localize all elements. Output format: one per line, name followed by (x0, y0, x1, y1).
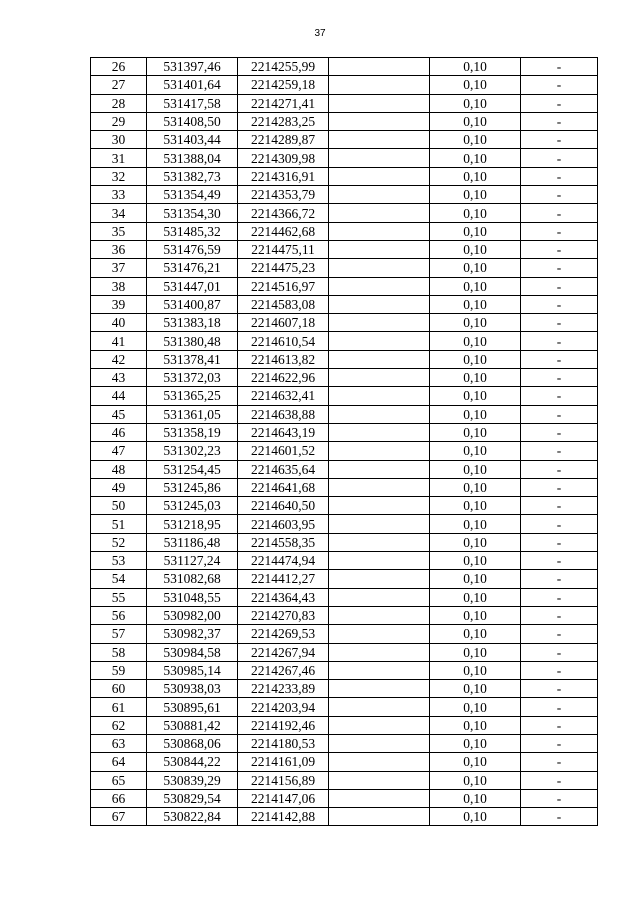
point-number-cell: 48 (91, 460, 147, 478)
accuracy-cell: 0,10 (430, 186, 521, 204)
dash-cell: - (521, 771, 598, 789)
empty-cell (329, 552, 430, 570)
x-coordinate-cell: 531354,30 (147, 204, 238, 222)
accuracy-cell: 0,10 (430, 369, 521, 387)
table-row (91, 789, 598, 807)
point-number-cell: 26 (91, 58, 147, 76)
accuracy-cell: 0,10 (430, 204, 521, 222)
dash-cell: - (521, 204, 598, 222)
x-coordinate-cell: 531417,58 (147, 94, 238, 112)
x-coordinate-cell: 531218,95 (147, 515, 238, 533)
accuracy-cell: 0,10 (430, 588, 521, 606)
table-row (91, 478, 598, 496)
y-coordinate-cell: 2214289,87 (238, 131, 329, 149)
table-row (91, 259, 598, 277)
x-coordinate-cell: 531127,24 (147, 552, 238, 570)
coordinates-table (90, 57, 598, 826)
empty-cell (329, 94, 430, 112)
y-coordinate-cell: 2214475,23 (238, 259, 329, 277)
accuracy-cell: 0,10 (430, 552, 521, 570)
table-row (91, 149, 598, 167)
x-coordinate-cell: 530984,58 (147, 643, 238, 661)
y-coordinate-cell: 2214607,18 (238, 314, 329, 332)
accuracy-cell: 0,10 (430, 771, 521, 789)
accuracy-cell: 0,10 (430, 240, 521, 258)
point-number-cell: 57 (91, 625, 147, 643)
point-number-cell: 27 (91, 76, 147, 94)
accuracy-cell: 0,10 (430, 698, 521, 716)
table-row (91, 387, 598, 405)
y-coordinate-cell: 2214643,19 (238, 423, 329, 441)
point-number-cell: 61 (91, 698, 147, 716)
point-number-cell: 54 (91, 570, 147, 588)
point-number-cell: 43 (91, 369, 147, 387)
accuracy-cell: 0,10 (430, 808, 521, 826)
accuracy-cell: 0,10 (430, 131, 521, 149)
table-row (91, 186, 598, 204)
accuracy-cell: 0,10 (430, 387, 521, 405)
accuracy-cell: 0,10 (430, 112, 521, 130)
point-number-cell: 47 (91, 442, 147, 460)
empty-cell (329, 442, 430, 460)
table-row (91, 112, 598, 130)
x-coordinate-cell: 531302,23 (147, 442, 238, 460)
y-coordinate-cell: 2214233,89 (238, 680, 329, 698)
table-row (91, 442, 598, 460)
y-coordinate-cell: 2214147,06 (238, 789, 329, 807)
dash-cell: - (521, 314, 598, 332)
table-row (91, 58, 598, 76)
point-number-cell: 53 (91, 552, 147, 570)
dash-cell: - (521, 680, 598, 698)
point-number-cell: 42 (91, 350, 147, 368)
dash-cell: - (521, 515, 598, 533)
point-number-cell: 56 (91, 606, 147, 624)
x-coordinate-cell: 530839,29 (147, 771, 238, 789)
dash-cell: - (521, 259, 598, 277)
y-coordinate-cell: 2214613,82 (238, 350, 329, 368)
dash-cell: - (521, 112, 598, 130)
point-number-cell: 35 (91, 222, 147, 240)
table-row (91, 497, 598, 515)
empty-cell (329, 149, 430, 167)
accuracy-cell: 0,10 (430, 76, 521, 94)
y-coordinate-cell: 2214603,95 (238, 515, 329, 533)
accuracy-cell: 0,10 (430, 332, 521, 350)
coordinates-table-body (91, 58, 598, 826)
point-number-cell: 62 (91, 716, 147, 734)
empty-cell (329, 497, 430, 515)
table-row (91, 570, 598, 588)
point-number-cell: 49 (91, 478, 147, 496)
table-row (91, 405, 598, 423)
table-row (91, 76, 598, 94)
accuracy-cell: 0,10 (430, 478, 521, 496)
table-row (91, 167, 598, 185)
accuracy-cell: 0,10 (430, 460, 521, 478)
y-coordinate-cell: 2214192,46 (238, 716, 329, 734)
y-coordinate-cell: 2214156,89 (238, 771, 329, 789)
x-coordinate-cell: 531380,48 (147, 332, 238, 350)
point-number-cell: 60 (91, 680, 147, 698)
table-row (91, 314, 598, 332)
y-coordinate-cell: 2214474,94 (238, 552, 329, 570)
empty-cell (329, 240, 430, 258)
y-coordinate-cell: 2214366,72 (238, 204, 329, 222)
empty-cell (329, 588, 430, 606)
empty-cell (329, 478, 430, 496)
empty-cell (329, 222, 430, 240)
y-coordinate-cell: 2214269,53 (238, 625, 329, 643)
accuracy-cell: 0,10 (430, 222, 521, 240)
empty-cell (329, 625, 430, 643)
dash-cell: - (521, 76, 598, 94)
point-number-cell: 37 (91, 259, 147, 277)
accuracy-cell: 0,10 (430, 94, 521, 112)
y-coordinate-cell: 2214640,50 (238, 497, 329, 515)
accuracy-cell: 0,10 (430, 314, 521, 332)
empty-cell (329, 350, 430, 368)
y-coordinate-cell: 2214558,35 (238, 533, 329, 551)
table-row (91, 753, 598, 771)
point-number-cell: 58 (91, 643, 147, 661)
x-coordinate-cell: 531365,25 (147, 387, 238, 405)
point-number-cell: 38 (91, 277, 147, 295)
y-coordinate-cell: 2214271,41 (238, 94, 329, 112)
empty-cell (329, 661, 430, 679)
empty-cell (329, 515, 430, 533)
x-coordinate-cell: 531048,55 (147, 588, 238, 606)
table-row (91, 222, 598, 240)
y-coordinate-cell: 2214364,43 (238, 588, 329, 606)
table-row (91, 661, 598, 679)
empty-cell (329, 131, 430, 149)
table-row (91, 606, 598, 624)
empty-cell (329, 808, 430, 826)
y-coordinate-cell: 2214259,18 (238, 76, 329, 94)
x-coordinate-cell: 531485,32 (147, 222, 238, 240)
empty-cell (329, 716, 430, 734)
dash-cell: - (521, 58, 598, 76)
y-coordinate-cell: 2214632,41 (238, 387, 329, 405)
point-number-cell: 63 (91, 734, 147, 752)
point-number-cell: 34 (91, 204, 147, 222)
y-coordinate-cell: 2214622,96 (238, 369, 329, 387)
accuracy-cell: 0,10 (430, 259, 521, 277)
table-row (91, 680, 598, 698)
x-coordinate-cell: 531245,86 (147, 478, 238, 496)
accuracy-cell: 0,10 (430, 625, 521, 643)
dash-cell: - (521, 186, 598, 204)
x-coordinate-cell: 531372,03 (147, 369, 238, 387)
x-coordinate-cell: 531254,45 (147, 460, 238, 478)
y-coordinate-cell: 2214516,97 (238, 277, 329, 295)
accuracy-cell: 0,10 (430, 167, 521, 185)
x-coordinate-cell: 531245,03 (147, 497, 238, 515)
accuracy-cell: 0,10 (430, 423, 521, 441)
dash-cell: - (521, 295, 598, 313)
dash-cell: - (521, 606, 598, 624)
x-coordinate-cell: 530844,22 (147, 753, 238, 771)
x-coordinate-cell: 531397,46 (147, 58, 238, 76)
empty-cell (329, 112, 430, 130)
dash-cell: - (521, 350, 598, 368)
point-number-cell: 30 (91, 131, 147, 149)
empty-cell (329, 314, 430, 332)
x-coordinate-cell: 530868,06 (147, 734, 238, 752)
y-coordinate-cell: 2214161,09 (238, 753, 329, 771)
empty-cell (329, 58, 430, 76)
x-coordinate-cell: 530822,84 (147, 808, 238, 826)
empty-cell (329, 460, 430, 478)
table-row (91, 533, 598, 551)
accuracy-cell: 0,10 (430, 295, 521, 313)
table-row (91, 698, 598, 716)
table-row (91, 808, 598, 826)
y-coordinate-cell: 2214255,99 (238, 58, 329, 76)
table-row (91, 94, 598, 112)
table-row (91, 332, 598, 350)
empty-cell (329, 295, 430, 313)
x-coordinate-cell: 531476,59 (147, 240, 238, 258)
dash-cell: - (521, 131, 598, 149)
empty-cell (329, 423, 430, 441)
y-coordinate-cell: 2214475,11 (238, 240, 329, 258)
x-coordinate-cell: 531354,49 (147, 186, 238, 204)
accuracy-cell: 0,10 (430, 277, 521, 295)
accuracy-cell: 0,10 (430, 497, 521, 515)
dash-cell: - (521, 533, 598, 551)
point-number-cell: 67 (91, 808, 147, 826)
empty-cell (329, 771, 430, 789)
accuracy-cell: 0,10 (430, 350, 521, 368)
dash-cell: - (521, 94, 598, 112)
table-row (91, 515, 598, 533)
table-row (91, 240, 598, 258)
dash-cell: - (521, 734, 598, 752)
empty-cell (329, 277, 430, 295)
point-number-cell: 32 (91, 167, 147, 185)
x-coordinate-cell: 531388,04 (147, 149, 238, 167)
x-coordinate-cell: 531382,73 (147, 167, 238, 185)
point-number-cell: 55 (91, 588, 147, 606)
x-coordinate-cell: 530829,54 (147, 789, 238, 807)
y-coordinate-cell: 2214267,94 (238, 643, 329, 661)
accuracy-cell: 0,10 (430, 734, 521, 752)
x-coordinate-cell: 531361,05 (147, 405, 238, 423)
x-coordinate-cell: 530895,61 (147, 698, 238, 716)
accuracy-cell: 0,10 (430, 58, 521, 76)
y-coordinate-cell: 2214638,88 (238, 405, 329, 423)
y-coordinate-cell: 2214641,68 (238, 478, 329, 496)
table-row (91, 625, 598, 643)
empty-cell (329, 570, 430, 588)
table-row (91, 716, 598, 734)
dash-cell: - (521, 460, 598, 478)
y-coordinate-cell: 2214309,98 (238, 149, 329, 167)
y-coordinate-cell: 2214267,46 (238, 661, 329, 679)
dash-cell: - (521, 387, 598, 405)
x-coordinate-cell: 530985,14 (147, 661, 238, 679)
point-number-cell: 66 (91, 789, 147, 807)
x-coordinate-cell: 531401,64 (147, 76, 238, 94)
x-coordinate-cell: 530938,03 (147, 680, 238, 698)
accuracy-cell: 0,10 (430, 716, 521, 734)
dash-cell: - (521, 789, 598, 807)
accuracy-cell: 0,10 (430, 515, 521, 533)
y-coordinate-cell: 2214316,91 (238, 167, 329, 185)
y-coordinate-cell: 2214412,27 (238, 570, 329, 588)
dash-cell: - (521, 405, 598, 423)
x-coordinate-cell: 531476,21 (147, 259, 238, 277)
x-coordinate-cell: 530881,42 (147, 716, 238, 734)
y-coordinate-cell: 2214601,52 (238, 442, 329, 460)
empty-cell (329, 734, 430, 752)
y-coordinate-cell: 2214583,08 (238, 295, 329, 313)
accuracy-cell: 0,10 (430, 753, 521, 771)
dash-cell: - (521, 552, 598, 570)
page-number: 37 (314, 28, 326, 39)
dash-cell: - (521, 716, 598, 734)
empty-cell (329, 753, 430, 771)
table-row (91, 460, 598, 478)
point-number-cell: 50 (91, 497, 147, 515)
table-row (91, 204, 598, 222)
point-number-cell: 31 (91, 149, 147, 167)
empty-cell (329, 332, 430, 350)
accuracy-cell: 0,10 (430, 661, 521, 679)
table-row (91, 423, 598, 441)
table-row (91, 643, 598, 661)
empty-cell (329, 204, 430, 222)
empty-cell (329, 259, 430, 277)
empty-cell (329, 643, 430, 661)
dash-cell: - (521, 625, 598, 643)
x-coordinate-cell: 531186,48 (147, 533, 238, 551)
accuracy-cell: 0,10 (430, 789, 521, 807)
point-number-cell: 51 (91, 515, 147, 533)
dash-cell: - (521, 661, 598, 679)
x-coordinate-cell: 530982,37 (147, 625, 238, 643)
y-coordinate-cell: 2214610,54 (238, 332, 329, 350)
table-row (91, 552, 598, 570)
dash-cell: - (521, 478, 598, 496)
dash-cell: - (521, 240, 598, 258)
point-number-cell: 65 (91, 771, 147, 789)
x-coordinate-cell: 531358,19 (147, 423, 238, 441)
table-row (91, 350, 598, 368)
y-coordinate-cell: 2214142,88 (238, 808, 329, 826)
accuracy-cell: 0,10 (430, 149, 521, 167)
empty-cell (329, 387, 430, 405)
point-number-cell: 41 (91, 332, 147, 350)
dash-cell: - (521, 497, 598, 515)
table-row (91, 771, 598, 789)
dash-cell: - (521, 277, 598, 295)
point-number-cell: 28 (91, 94, 147, 112)
table-row (91, 131, 598, 149)
table-row (91, 369, 598, 387)
dash-cell: - (521, 753, 598, 771)
table-row (91, 277, 598, 295)
point-number-cell: 44 (91, 387, 147, 405)
x-coordinate-cell: 531408,50 (147, 112, 238, 130)
y-coordinate-cell: 2214462,68 (238, 222, 329, 240)
y-coordinate-cell: 2214353,79 (238, 186, 329, 204)
x-coordinate-cell: 531400,87 (147, 295, 238, 313)
dash-cell: - (521, 149, 598, 167)
dash-cell: - (521, 588, 598, 606)
empty-cell (329, 369, 430, 387)
y-coordinate-cell: 2214203,94 (238, 698, 329, 716)
x-coordinate-cell: 531447,01 (147, 277, 238, 295)
empty-cell (329, 698, 430, 716)
table-row (91, 588, 598, 606)
empty-cell (329, 76, 430, 94)
table-row (91, 734, 598, 752)
point-number-cell: 64 (91, 753, 147, 771)
point-number-cell: 59 (91, 661, 147, 679)
empty-cell (329, 789, 430, 807)
empty-cell (329, 606, 430, 624)
point-number-cell: 52 (91, 533, 147, 551)
empty-cell (329, 680, 430, 698)
dash-cell: - (521, 222, 598, 240)
x-coordinate-cell: 531383,18 (147, 314, 238, 332)
x-coordinate-cell: 531403,44 (147, 131, 238, 149)
accuracy-cell: 0,10 (430, 442, 521, 460)
point-number-cell: 45 (91, 405, 147, 423)
dash-cell: - (521, 698, 598, 716)
y-coordinate-cell: 2214180,53 (238, 734, 329, 752)
accuracy-cell: 0,10 (430, 606, 521, 624)
dash-cell: - (521, 570, 598, 588)
x-coordinate-cell: 531082,68 (147, 570, 238, 588)
accuracy-cell: 0,10 (430, 405, 521, 423)
accuracy-cell: 0,10 (430, 570, 521, 588)
dash-cell: - (521, 167, 598, 185)
accuracy-cell: 0,10 (430, 533, 521, 551)
point-number-cell: 33 (91, 186, 147, 204)
x-coordinate-cell: 531378,41 (147, 350, 238, 368)
y-coordinate-cell: 2214270,83 (238, 606, 329, 624)
dash-cell: - (521, 808, 598, 826)
point-number-cell: 36 (91, 240, 147, 258)
x-coordinate-cell: 530982,00 (147, 606, 238, 624)
accuracy-cell: 0,10 (430, 680, 521, 698)
dash-cell: - (521, 369, 598, 387)
accuracy-cell: 0,10 (430, 643, 521, 661)
point-number-cell: 39 (91, 295, 147, 313)
point-number-cell: 40 (91, 314, 147, 332)
empty-cell (329, 405, 430, 423)
y-coordinate-cell: 2214635,64 (238, 460, 329, 478)
dash-cell: - (521, 423, 598, 441)
point-number-cell: 46 (91, 423, 147, 441)
dash-cell: - (521, 442, 598, 460)
dash-cell: - (521, 332, 598, 350)
empty-cell (329, 533, 430, 551)
table-row (91, 295, 598, 313)
empty-cell (329, 186, 430, 204)
dash-cell: - (521, 643, 598, 661)
y-coordinate-cell: 2214283,25 (238, 112, 329, 130)
empty-cell (329, 167, 430, 185)
point-number-cell: 29 (91, 112, 147, 130)
